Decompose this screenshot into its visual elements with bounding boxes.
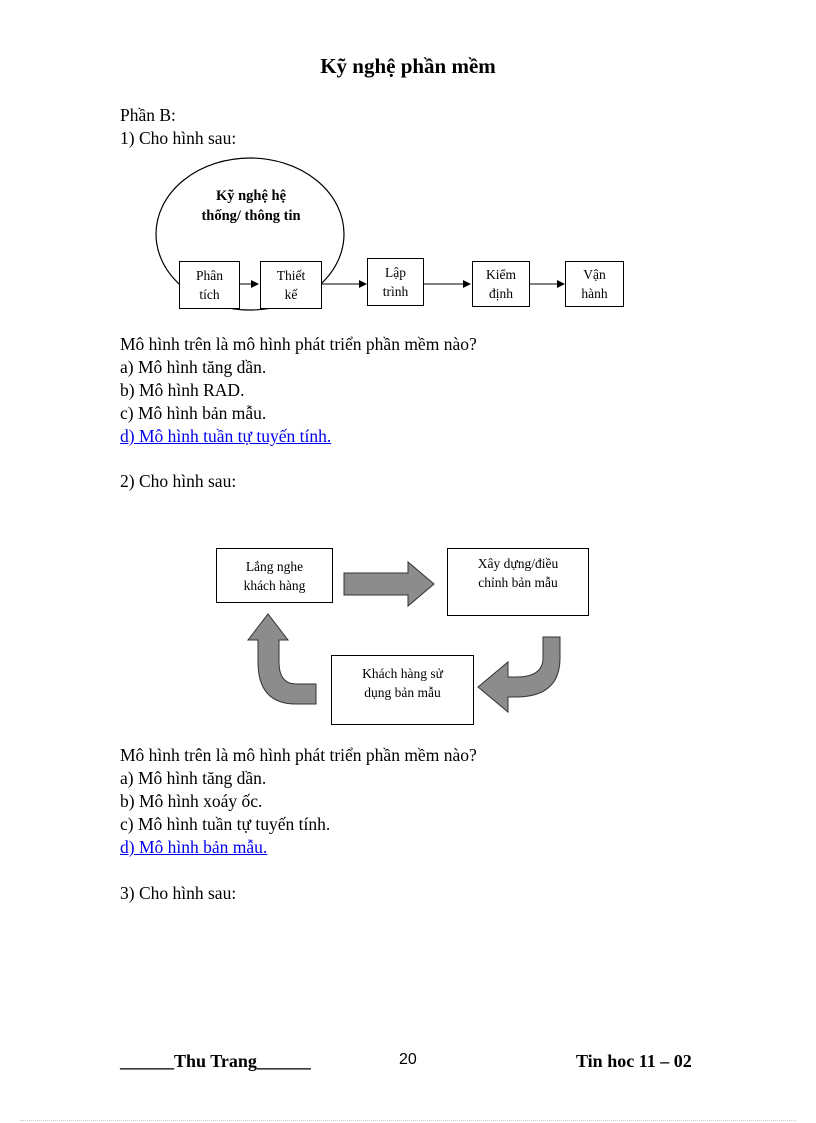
q1-option-b: b) Mô hình RAD. bbox=[120, 380, 245, 400]
q1-option-a: a) Mô hình tăng dần. bbox=[120, 357, 267, 377]
oval-label bbox=[176, 186, 326, 226]
listen-customer-box bbox=[216, 548, 333, 603]
footer-course: Tin hoc 11 – 02 bbox=[576, 1051, 692, 1071]
q1-option-d-answer[interactable]: d) Mô hình tuần tự tuyến tính. bbox=[120, 426, 332, 446]
curved-arrow-down-left bbox=[478, 637, 560, 712]
page-title: Kỹ nghệ phần mềm bbox=[320, 54, 496, 78]
step-line-1: Thiết bbox=[276, 268, 306, 283]
q2-option-b: b) Mô hình xoáy ốc. bbox=[120, 791, 263, 811]
section-label: Phần B: bbox=[120, 105, 176, 125]
step-line-2: kế bbox=[284, 287, 298, 302]
step-line-2: hành bbox=[581, 286, 608, 301]
oval-line-1: Kỹ nghệ hệ bbox=[215, 188, 287, 204]
box-line-2: chỉnh bản mẫu bbox=[478, 575, 558, 590]
q2-option-d-answer[interactable]: d) Mô hình bản mẫu. bbox=[120, 837, 268, 857]
customer-uses-prototype-box bbox=[331, 655, 474, 725]
step-analysis-box bbox=[179, 261, 240, 309]
footer-author: ______Thu Trang______ bbox=[120, 1051, 311, 1071]
step-line-1: Kiểm bbox=[486, 267, 516, 282]
oval-line-2: thống/ thông tin bbox=[201, 208, 301, 224]
q1-option-c: c) Mô hình bản mẫu. bbox=[120, 403, 267, 423]
step-line-1: Lập bbox=[385, 265, 406, 280]
build-prototype-box bbox=[447, 548, 589, 616]
step-operation-box bbox=[565, 261, 624, 307]
q2-question: Mô hình trên là mô hình phát triển phần mềm nào? bbox=[120, 745, 477, 765]
footer-page-number: 20 bbox=[399, 1051, 417, 1068]
step-design-box bbox=[260, 261, 322, 309]
box-line-2: khách hàng bbox=[243, 577, 306, 593]
curved-arrow-up bbox=[248, 614, 316, 704]
q1-question: Mô hình trên là mô hình phát triển phần mềm nào? bbox=[120, 334, 477, 354]
step-line-1: Vận bbox=[583, 267, 606, 282]
step-line-1: Phân bbox=[196, 268, 223, 283]
q1-prompt: 1) Cho hình sau: bbox=[120, 128, 237, 148]
q3-prompt: 3) Cho hình sau: bbox=[120, 883, 237, 903]
step-line-2: trình bbox=[382, 284, 409, 299]
box-line-1: Khách hàng sử bbox=[362, 666, 443, 681]
box-line-2: dụng bản mẫu bbox=[364, 685, 441, 700]
step-testing-box bbox=[472, 261, 530, 307]
box-line-1: Lắng nghe bbox=[245, 558, 304, 574]
step-line-2: tích bbox=[199, 287, 220, 302]
q2-option-c: c) Mô hình tuần tự tuyến tính. bbox=[120, 814, 331, 834]
step-line-2: định bbox=[488, 286, 513, 301]
q2-prompt: 2) Cho hình sau: bbox=[120, 471, 237, 491]
arrow-right-block bbox=[344, 562, 434, 606]
box-line-1: Xây dựng/điều bbox=[477, 556, 559, 571]
page-bottom-border bbox=[20, 1120, 796, 1121]
q2-option-a: a) Mô hình tăng dần. bbox=[120, 768, 267, 788]
step-coding-box bbox=[367, 258, 424, 306]
